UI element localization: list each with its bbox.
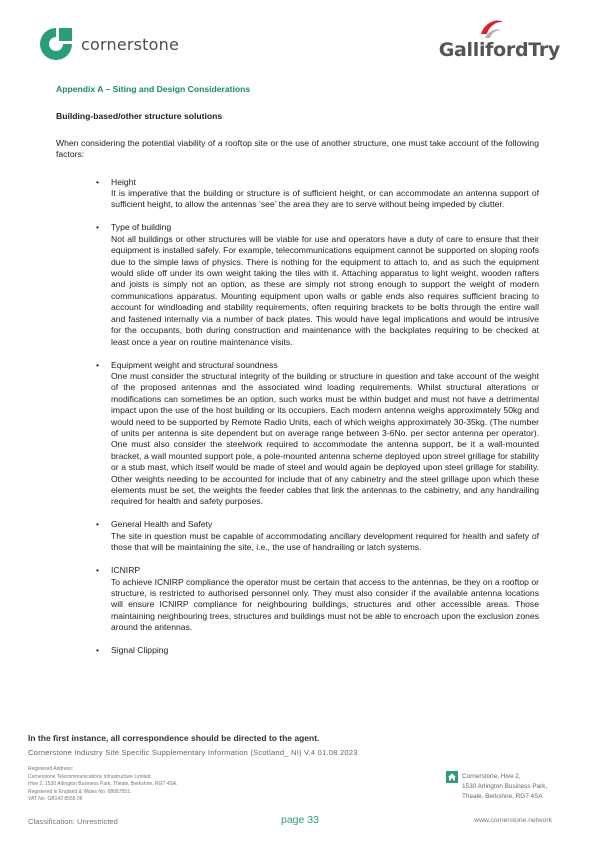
registered-line: Hive 2, 1530 Arlington Business Park, Theale, Berkshire, RG7 4SA. [28, 781, 178, 788]
galliford-try-logo-text: GallifordTry [438, 39, 560, 61]
factor-body: Not all buildings or other structures will be viable for use and operators have a duty of care to ensure that their equipment is installed safely. For example, telecommunications equipment cannot be supported on sloping roofs due to the simple laws of physics. There is nothing for the equipment to attach to, and as such the equipment would slide off under its own weight taking the tiles with it. Attaching apparatus to light weight, wooden rafters and joists is simply not an option, as these are simply not strong enough to support the weight of modern communications apparatus. Mounting equipment upon walls or gable ends also requires sufficient bracing to account for windloading and stability requirements, often requiring brackets to be bolts through the entire wall and fastened internally via a number of back plates. This would have legal implications and would be intrusive for the occupants, both during construction and maintenance with the backplates requiring to be checked at least once a year on routine maintenance visits. [111, 233, 539, 347]
page-number: page 33 [281, 814, 319, 826]
website-link[interactable]: www.cornerstone.network [474, 817, 552, 824]
address-line: Cornerstone, Hive 2, [462, 773, 521, 780]
factor-title: Type of building [111, 222, 172, 233]
classification-label: Classification: Unrestricted [28, 817, 118, 826]
cornerstone-mark-icon [36, 24, 76, 64]
cornerstone-logo-text: cornerstone [81, 34, 180, 54]
address-line: Theale, Berkshire, RG7 4SA [462, 793, 543, 801]
office-address [462, 772, 547, 803]
factor-body: The site in question must be capable of accommodating ancillary development required for health and safety of those that will be maintaining the site, i.e., the use of handrailing or latch systems. [111, 530, 539, 553]
section-title: Building-based/other structure solutions [56, 111, 223, 122]
factor-title: Height [111, 176, 136, 187]
factors-list [56, 177, 539, 657]
intro-paragraph: When considering the potential viability of a rooftop site or the use of another structure, one must take account of the following factors: [56, 137, 539, 160]
cornerstone-logo [36, 24, 179, 64]
galliford-try-logo [424, 18, 560, 66]
factor-body: One must consider the structural integrity of the building or structure in question and take account of the weight of the proposed antennas and the associated wind loading requirements. Whilst structural alterations or modifications can sometimes be an option, such works must be within budget and must not have a detrimental impact upon the use of the host building or its occupiers. Each modern antenna weighs approximately 50kg and would need to be supported by Remote Radio Units, each of which weighs approximately 30-35kg. (The number of units per antenna is site dependent but on average range between 3-6No. per sector antenna per operator). One must also consider the steelwork required to accommodate the antenna support, be it a wall-mounted bracket, a wall mounted support pole, a pole-mounted antenna scheme deployed upon streel grillage for stability or a stub mast, which itself would be made of steel and would again be deployed upon steel grillage for stability. Other weights needing to be accounted for include that of any cabinetry and the steel grillage upon which these elements must be set, the weights the feeder cables that link the antennas to the cabinetry, and any handrailing required for health and safety purposes. [111, 370, 539, 507]
bullet: • [96, 359, 100, 370]
registered-line: Cornerstone Telecommunications Infrastructure Limited. [28, 773, 152, 780]
factor-body: To achieve ICNIRP compliance the operator must be certain that access to the antennas, be they on a rooftop or structure, is restricted to authorised personnel only. They must also consider if the available antenna locations will ensure ICNIRP compliance for neighbouring buildings, structures and other accessible areas. Those maintaining neighbouring trees, structures and buildings must not be able to encroach upon the exclusion zones around the antennas. [111, 576, 539, 633]
bullet: • [96, 176, 100, 187]
bullet: • [96, 519, 100, 530]
list-item [56, 519, 539, 553]
bullet: • [96, 565, 100, 576]
agent-notice: In the first instance, all correspondence should be directed to the agent. [28, 733, 320, 743]
factor-body: It is imperative that the building or structure is of sufficient height, or can accommodate an antenna support of sufficient height, to allow the antennas ‘see’ the area they are to serve without being impeded by clutter. [111, 188, 539, 210]
factor-title: General Health and Safety [111, 519, 213, 530]
list-item [56, 222, 539, 347]
list-item [56, 645, 539, 656]
galliford-try-swoosh-icon [479, 18, 505, 40]
registered-line: Registered in England & Wales No. 08087551. [28, 788, 132, 795]
factor-title: ICNIRP [111, 565, 141, 576]
registered-line: Registered Address: [28, 766, 74, 772]
main-content [56, 84, 539, 668]
document-reference: Cornerstone Industry Site Specific Supplementary Information (Scotland_ NI) V.4 01.08.2023 [28, 748, 358, 757]
bullet: • [96, 222, 100, 233]
factor-title: Signal Clipping [111, 645, 169, 656]
appendix-title: Appendix A – Siting and Design Considerations [56, 84, 251, 94]
registered-address [28, 766, 177, 804]
address-line: 1530 Arlington Business Park, [462, 783, 548, 791]
home-icon [446, 771, 458, 783]
bullet: • [96, 645, 100, 656]
factor-title: Equipment weight and structural soundness [111, 359, 278, 370]
registered-line: VAT No. GB142 8555 06 [28, 796, 83, 803]
list-item [56, 360, 539, 508]
list-item [56, 177, 539, 211]
list-item [56, 565, 539, 633]
